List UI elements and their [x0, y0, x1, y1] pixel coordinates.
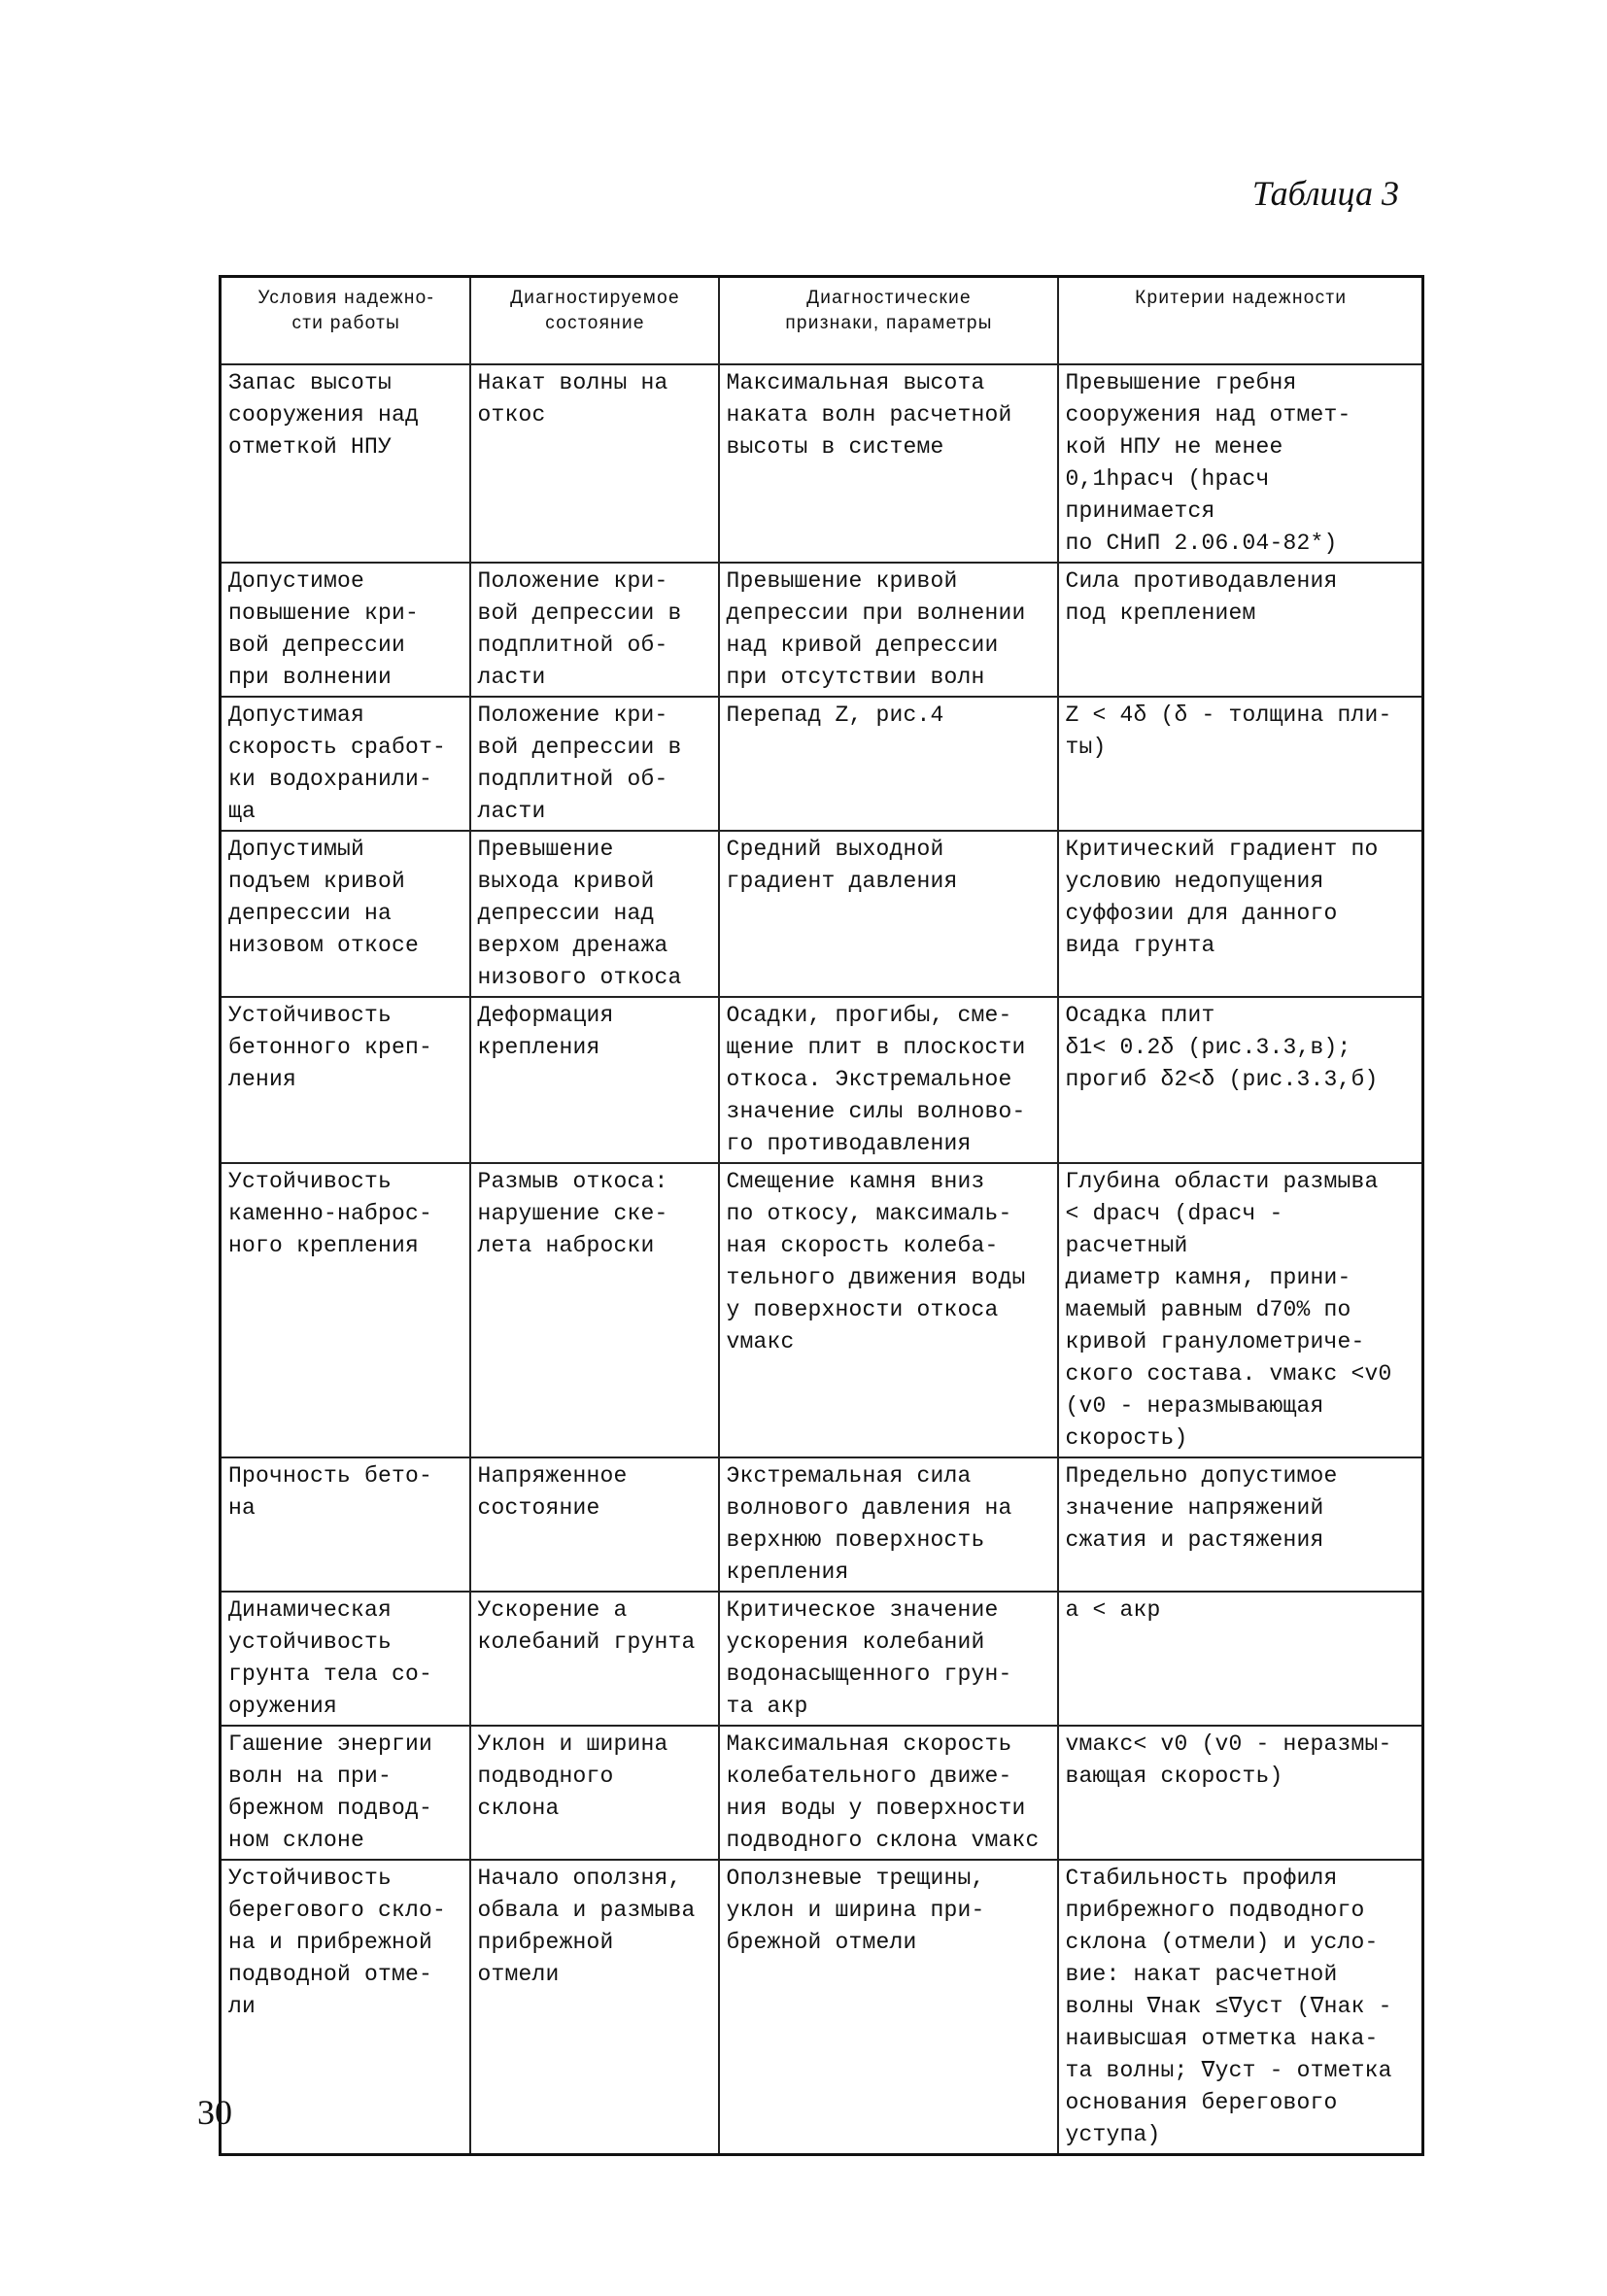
cell-state: Превышение выхода кривой депрессии над верхом дренажа низового откоса — [470, 831, 719, 997]
cell-condition: Устойчивость каменно-наброс- ного крепления — [221, 1163, 470, 1457]
cell-state: Положение кри- вой депрессии в подплитной об- ласти — [470, 563, 719, 697]
cell-state: Уклон и ширина подводного склона — [470, 1726, 719, 1860]
cell-signs: Критическое значение ускорения колебаний водонасыщенного грун- та aкр — [719, 1592, 1058, 1726]
header-criteria: Критерии надежности — [1058, 277, 1423, 365]
table-row — [221, 831, 1423, 997]
header-conditions: Условия надежно- сти работы — [221, 277, 470, 365]
cell-signs: Экстремальная сила волнового давления на верхнюю поверхность крепления — [719, 1457, 1058, 1592]
cell-condition: Устойчивость берегового скло- на и прибрежной подводной отме- ли — [221, 1860, 470, 2155]
cell-condition: Запас высоты сооружения над отметкой НПУ — [221, 364, 470, 563]
cell-criteria: Глубина области размыва < dрасч (dрасч - расчетный диаметр камня, прини- маемый равным d70% по кривой гранулометриче- ского состава. vмакс <v0 (v0 - неразмывающая скорость) — [1058, 1163, 1423, 1457]
cell-condition: Допустимый подъем кривой депрессии на низовом откосе — [221, 831, 470, 997]
cell-state: Деформация крепления — [470, 997, 719, 1163]
table-title: Таблица 3 — [1251, 174, 1399, 213]
cell-signs: Максимальная скорость колебательного движе- ния воды у поверхности подводного склона vмакс — [719, 1726, 1058, 1860]
reliability-table — [219, 275, 1424, 2156]
cell-condition: Гашение энергии волн на при- брежном подвод- ном склоне — [221, 1726, 470, 1860]
cell-criteria: Критический градиент по условию недопущения суффозии для данного вида грунта — [1058, 831, 1423, 997]
cell-criteria: Превышение гребня сооружения над отмет- кой НПУ не менее 0,1hрасч (hрасч принимается по СНиП 2.06.04-82*) — [1058, 364, 1423, 563]
header-signs: Диагностические признаки, параметры — [719, 277, 1058, 365]
table-header-row — [221, 277, 1423, 365]
table-row — [221, 1592, 1423, 1726]
cell-signs: Превышение кривой депрессии при волнении над кривой депрессии при отсутствии волн — [719, 563, 1058, 697]
cell-signs: Смещение камня вниз по откосу, максималь- ная скорость колеба- тельного движения воды у поверхности откоса vмакс — [719, 1163, 1058, 1457]
cell-condition: Динамическая устойчивость грунта тела со- оружения — [221, 1592, 470, 1726]
cell-state: Накат волны на откос — [470, 364, 719, 563]
cell-criteria: vмакс< v0 (v0 - неразмы- вающая скорость) — [1058, 1726, 1423, 1860]
table-row — [221, 1457, 1423, 1592]
table-row — [221, 1163, 1423, 1457]
cell-state: Начало оползня, обвала и размыва прибрежной отмели — [470, 1860, 719, 2155]
table-row — [221, 1726, 1423, 1860]
cell-state: Ускорение a колебаний грунта — [470, 1592, 719, 1726]
cell-criteria: Стабильность профиля прибрежного подводного склона (отмели) и усло- вие: накат расчетной волны ∇нак ≤∇уст (∇нак - наивысшая отметка нака- та волны; ∇уст - отметка основания берегового уступа) — [1058, 1860, 1423, 2155]
cell-condition: Устойчивость бетонного креп- ления — [221, 997, 470, 1163]
cell-condition: Допустимая скорость сработ- ки водохранили- ща — [221, 697, 470, 831]
page-number: 30 — [197, 2093, 232, 2132]
cell-signs: Средний выходной градиент давления — [719, 831, 1058, 997]
cell-state: Размыв откоса: нарушение ске- лета наброски — [470, 1163, 719, 1457]
table-row — [221, 697, 1423, 831]
table-row — [221, 1860, 1423, 2155]
table-row — [221, 563, 1423, 697]
cell-condition: Допустимое повышение кри- вой депрессии при волнении — [221, 563, 470, 697]
header-state: Диагностируемое состояние — [470, 277, 719, 365]
cell-signs: Максимальная высота наката волн расчетной высоты в системе — [719, 364, 1058, 563]
cell-signs: Перепад Z, рис.4 — [719, 697, 1058, 831]
cell-state: Напряженное состояние — [470, 1457, 719, 1592]
cell-criteria: Осадка плит δ1< 0.2δ (рис.3.3,в); прогиб δ2<δ (рис.3.3,б) — [1058, 997, 1423, 1163]
table-row — [221, 364, 1423, 563]
cell-criteria: a < aкр — [1058, 1592, 1423, 1726]
cell-state: Положение кри- вой депрессии в подплитной об- ласти — [470, 697, 719, 831]
table-row — [221, 997, 1423, 1163]
cell-criteria: Сила противодавления под креплением — [1058, 563, 1423, 697]
cell-signs: Осадки, прогибы, сме- щение плит в плоскости откоса. Экстремальное значение силы волново- го противодавления — [719, 997, 1058, 1163]
cell-criteria: Z < 4δ (δ - толщина пли- ты) — [1058, 697, 1423, 831]
cell-condition: Прочность бето- на — [221, 1457, 470, 1592]
cell-criteria: Предельно допустимое значение напряжений сжатия и растяжения — [1058, 1457, 1423, 1592]
cell-signs: Оползневые трещины, уклон и ширина при- брежной отмели — [719, 1860, 1058, 2155]
